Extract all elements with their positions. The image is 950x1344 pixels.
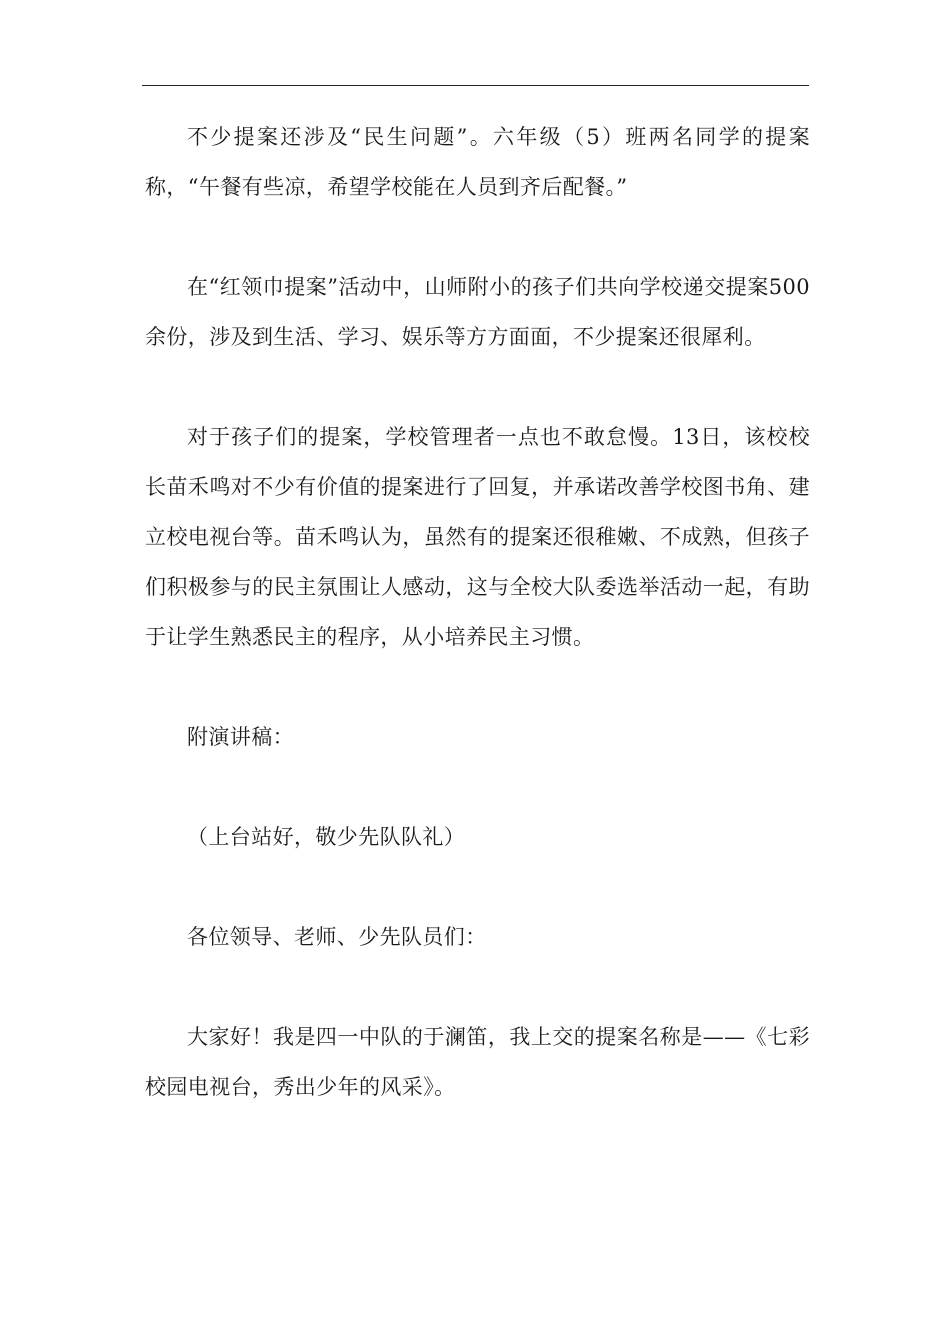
paragraph-speech-intro: 大家好！我是四一中队的于澜笛，我上交的提案名称是——《七彩校园电视台，秀出少年的风采》。: [145, 1025, 810, 1099]
paragraph-salutation: 各位领导、老师、少先队员们：: [187, 925, 487, 949]
paragraph-stage-direction: （上台站好，敬少先队队礼）: [187, 825, 466, 849]
header-rule: [142, 85, 809, 86]
paragraph-lunch-proposal: 不少提案还涉及“民生问题”。六年级（5）班两名同学的提案称，“午餐有些凉，希望学校能在人员到齐后配餐。”: [145, 125, 810, 199]
paragraph-red-scarf-activity: 在“红领巾提案”活动中，山师附小的孩子们共向学校递交提案500余份，涉及到生活、学习、娱乐等方方面面，不少提案还很犀利。: [145, 275, 810, 349]
paragraph-principal-response: 对于孩子们的提案，学校管理者一点也不敢怠慢。13日，该校校长苗禾鸣对不少有价值的提案进行了回复，并承诺改善学校图书角、建立校电视台等。苗禾鸣认为，虽然有的提案还很稚嫩、不成熟，但孩子们积极参与的民主氛围让人感动，这与全校大队委选举活动一起，有助于让学生熟悉民主的程序，从小培养民主习惯。: [145, 425, 810, 649]
paragraph-speech-heading: 附演讲稿：: [187, 725, 294, 749]
document-body: [145, 112, 810, 1112]
